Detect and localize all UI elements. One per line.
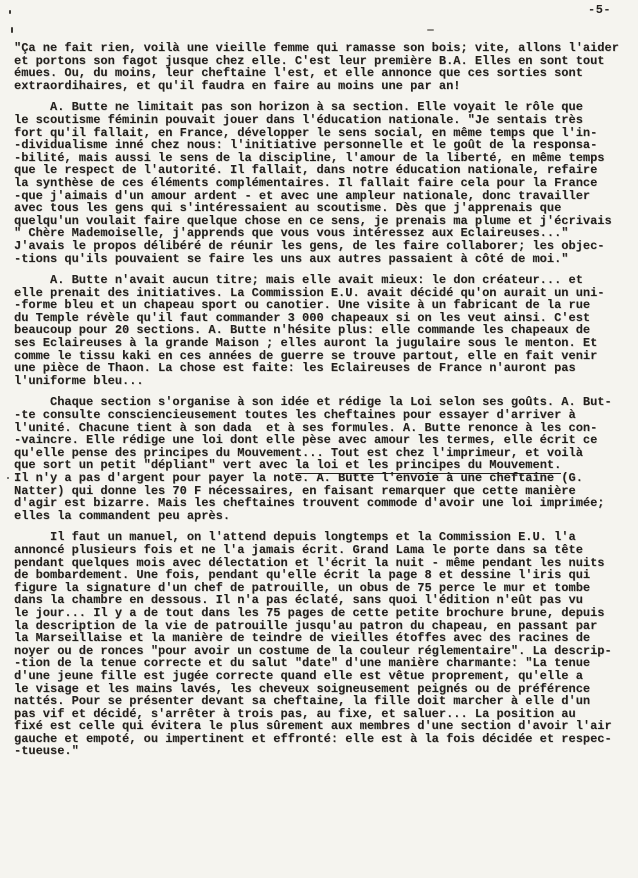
text-line: Natter) qui donne les 70 F nécessaires, en faisant remarquer que cette manière (14, 483, 576, 498)
paragraph (14, 531, 632, 758)
scan-speck (7, 477, 9, 479)
text-line: -bilité, mais aussi le sens de la discipline, l'amour de la liberté, en même temps (14, 150, 605, 165)
text-line: -tions qu'ils pouvaient se faire les uns aux autres passaient à côté de moi." (14, 251, 569, 266)
text-line: -tion de la tenue correcte et du salut "date" d'une manière charmante: "La tenue (14, 656, 591, 671)
text-line: de bombardement. Une fois, pendant qu'elle écrit la page 8 et dessine l'iris qui (14, 568, 591, 583)
text-line: la Marseillaise et la manière de teindre de vieilles étoffes avec des racines de (14, 631, 591, 646)
text-line: pas vif et décidé, s'arrêter à trois pas, au fixe, et saluer... La position au (14, 706, 576, 721)
text-line: noyer ou de ronces "pour avoir un costume de la couleur réglementaire". La descrip- (14, 643, 612, 658)
text-line: elles la commandent peu après. (14, 508, 231, 523)
paragraph (14, 274, 632, 387)
scan-speck (11, 27, 13, 33)
text-line: pendant quelques mois avec délectation et l'écrit la nuit - même pendant les nuits (14, 555, 605, 570)
text-line: annoncé plusieurs fois et ne l'a jamais écrit. Grand Lama le porte dans sa tête (14, 542, 583, 557)
text-line: qu'elle pense des principes du Mouvement... Tout est chez l'imprimeur, et voilà (14, 445, 583, 460)
text-line: la synthèse de ces éléments complémentaires. Il fallait faire cela pour la France (14, 175, 598, 190)
text-line: le jour... Il y a de tout dans les 75 pages de cette petite brochure brune, depuis (14, 605, 605, 620)
text-line: A. Butte n'avait aucun titre; mais elle avait mieux: le don créateur... et (14, 273, 583, 288)
text-line: l'uniforme bleu... (14, 373, 144, 388)
text-line: extraordihaires, et qu'il faudra en faire au moins une par an! (14, 78, 461, 93)
text-line: avec tous les gens qui s'intéressaient au scoutisme. Dès que j'apprenais que (14, 201, 562, 216)
text-line: le visage et les mains lavés, les cheveux soigneusement peignés ou de préférence (14, 681, 591, 696)
text-line: émues. Ou, du moins, leur cheftaine l'est, et elle annonce que ces sorties sont (14, 66, 583, 81)
text-line: gauche et empoté, ou impertinent et effronté: elle est à la fois décidée et respec- (14, 731, 612, 746)
scan-speck (427, 29, 434, 31)
paragraph (14, 42, 632, 92)
text-line: dans la chambre en dessous. Il n'a pas éclaté, sans quoi l'édition n'eût pas vu (14, 593, 583, 608)
text-line: fixé est celle qui évitera le plus sûrement aux membres d'une section d'avoir l'air (14, 719, 612, 734)
text-line: elle prenait des initiatives. La Commission E.U. avait décidé qu'on aurait un uni- (14, 285, 605, 300)
text-line: comme le tissu kaki en ces années de guerre se trouve partout, elle en fait venir (14, 348, 598, 363)
text-line: l'unité. Chacune tient à son dada et à ses formules. A. Butte renonce à les con- (14, 420, 598, 435)
text-line: que sort un petit "dépliant" vert avec la loi et les principes du Mouvement. (14, 458, 562, 473)
scan-speck (9, 10, 11, 14)
text-line: et portons son fagot jusque chez elle. C'est leur première B.A. Elles en sont tout (14, 53, 605, 68)
underlined-phrase: la loi et les principes du Mouvement. (294, 458, 562, 473)
text-line: figure la signature d'un chef de patrouille, un obus de 75 perce le mur et tombe (14, 580, 591, 595)
text-line: que le respect de l'autorité. Il fallait, dans notre éducation nationale, refaire (14, 163, 598, 178)
text-line: d'une jeune fille est jugée correcte quand elle est vêtue proprement, qu'elle a (14, 668, 583, 683)
text-line: Il n'y a pas d'argent pour payer la note. A. Butte l'envoie à une cheftaine (G. (14, 471, 583, 485)
text-line: -vaincre. Elle rédige une loi dont elle pèse avec amour les termes, elle écrit ce (14, 433, 598, 448)
text-line: quelqu'un voulait faire quelque chose en ce sens, je prenais ma plume et j'écrivais (14, 213, 612, 228)
text-line: une pièce de Thaon. La chose est faite: les Eclaireuses de France n'auront pas (14, 361, 576, 376)
text-line: -que j'aimais d'un amour ardent - et avec une ampleur nationale, donc travailler (14, 188, 591, 203)
text-line: beaucoup pour 20 sections. A. Butte n'hésite plus: elle commande les chapeaux de (14, 323, 591, 338)
text-line: -forme bleu et un chapeau sport ou canotier. Une visite à un fabricant de la rue (14, 298, 591, 313)
text-line: Chaque section s'organise à son idée et rédige la Loi selon ses goûts. A. But- (14, 395, 612, 410)
text-line: nattés. Pour se présenter devant sa cheftaine, la fille doit marcher à elle d'un (14, 694, 591, 709)
text-line: -te consulte consciencieusement toutes les cheftaines pour essayer d'arriver à (14, 408, 576, 423)
text-line: la description de la vie de patrouille jusqu'au patron du chapeau, en passant par (14, 618, 598, 633)
paragraph (14, 101, 632, 265)
text-line: Il faut un manuel, on l'attend depuis longtemps et la Commission E.U. l'a (14, 530, 576, 545)
text-line: J'avais le propos délibéré de réunir les gens, de les faire collaborer; les objec- (14, 238, 605, 253)
text-line: d'agir est bizarre. Mais les cheftaines trouvent commode d'avoir une loi imprimée; (14, 496, 605, 511)
text-line: -dividualisme inné chez nous: l'initiative personnelle et le goût de la responsa- (14, 138, 598, 153)
text-line: fort qu'il fallait, en France, développer le sens social, en même temps que l'in- (14, 125, 598, 140)
text-line: "Ça ne fait rien, voilà une vieille femme qui ramasse son bois; vite, allons l'aider (14, 41, 619, 55)
text-line: A. Butte ne limitait pas son horizon à sa section. Elle voyait le rôle que (14, 100, 583, 115)
document-body (14, 42, 632, 767)
text-line: " Chère Mademoiselle, j'apprends que vous vous intéressez aux Eclaireuses..." (14, 226, 569, 241)
paragraph (14, 396, 632, 522)
text-line: le scoutisme féminin pouvait jouer dans l'éducation nationale. "Je sentais très (14, 112, 583, 127)
text-line: ses Eclaireuses à la grande Maison ; elles auront la jugulaire sous le menton. Et (14, 336, 598, 351)
text-line: du Temple révèle qu'il faut commander 3 000 chapeaux si on les veut ainsi. C'est (14, 310, 591, 325)
text-line: -tueuse." (14, 744, 79, 759)
page-number: -5- (588, 3, 612, 17)
